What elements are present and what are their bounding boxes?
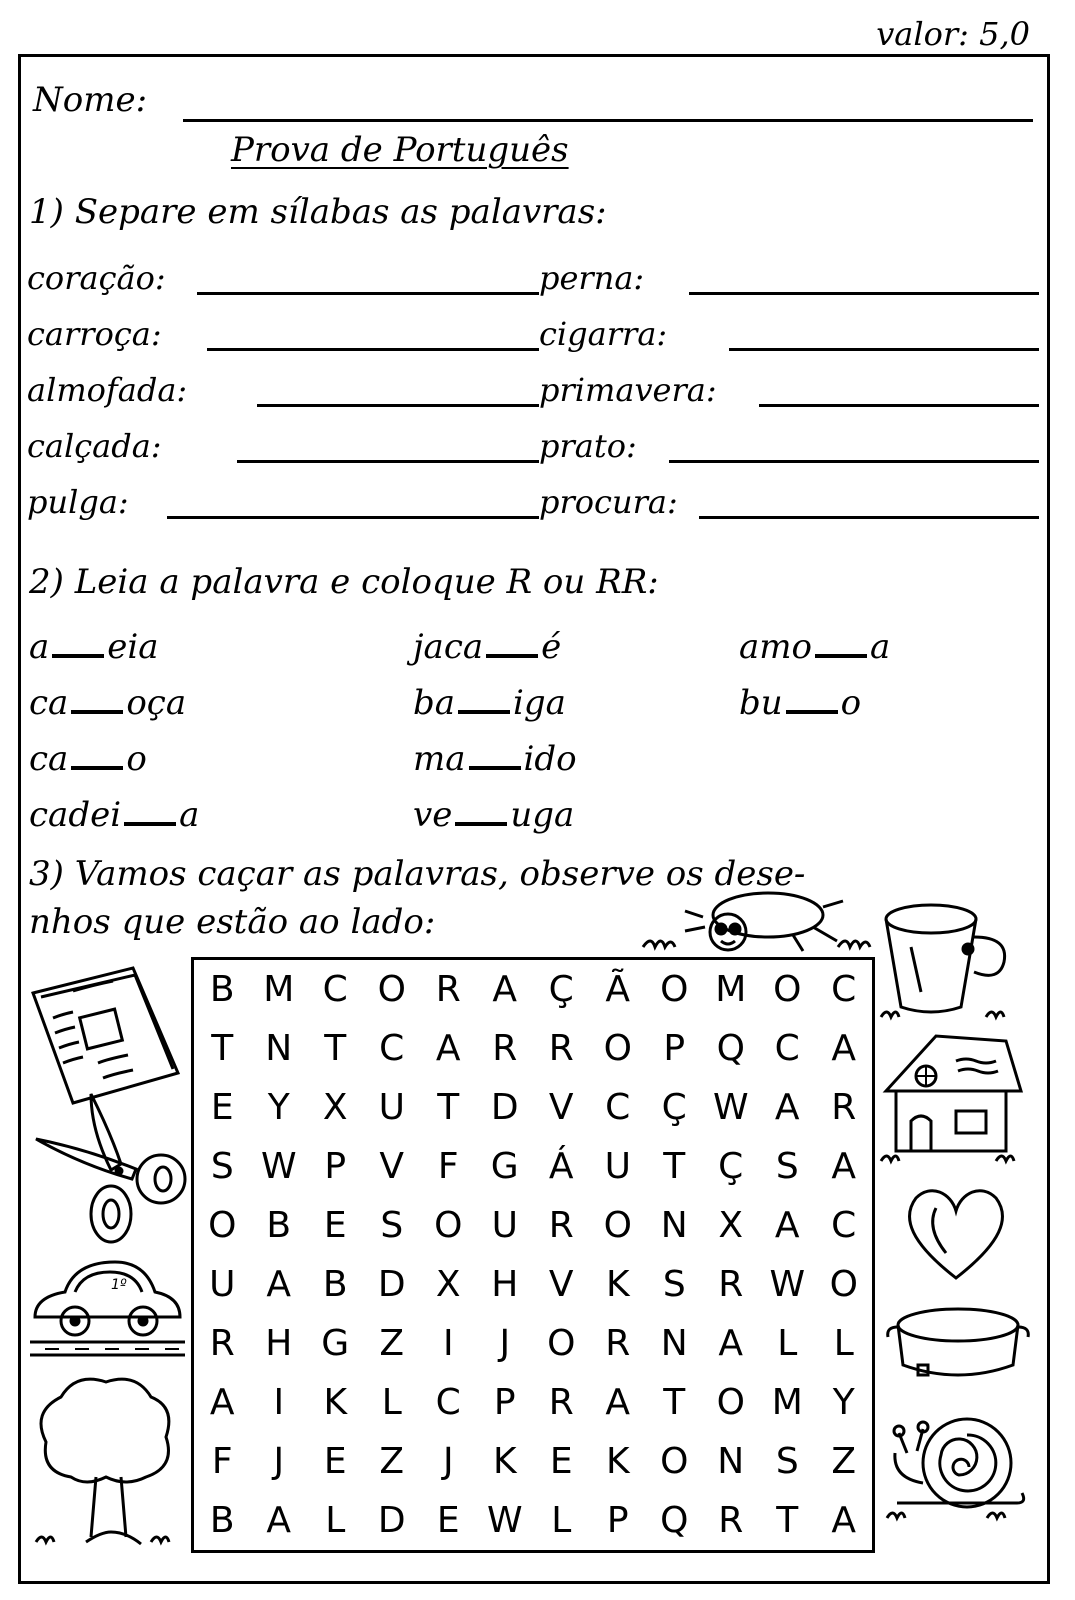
r-fill-item[interactable] [29,627,159,667]
grid-cell[interactable]: R [435,969,461,1010]
answer-line[interactable] [699,516,1039,519]
grid-cell[interactable]: O [716,1382,745,1423]
grid-cell[interactable]: T [663,1146,686,1187]
grid-cell[interactable]: O [660,969,689,1010]
word-end: a [869,627,891,667]
word-start: cadei [29,795,122,835]
name-field[interactable] [33,75,1033,125]
grid-cell[interactable]: L [833,1323,854,1364]
beetle-drawing-icon [633,887,883,957]
grid-cell[interactable]: A [831,1146,857,1187]
blank-slot[interactable] [786,690,838,714]
grid-cell[interactable]: C [435,1382,461,1423]
grid-cell[interactable]: E [210,1087,234,1128]
grid-cell[interactable]: R [605,1323,631,1364]
grid-cell[interactable]: N [717,1441,745,1482]
r-fill-item[interactable] [413,795,574,835]
grid-cell[interactable]: J [499,1323,511,1364]
basin-drawing-icon [883,1295,1033,1395]
grid-cell[interactable]: P [493,1382,516,1423]
grid-cell[interactable]: O [377,969,406,1010]
r-fill-item[interactable] [29,683,186,723]
grid-cell[interactable]: K [323,1382,348,1423]
snail-drawing-icon [877,1403,1037,1553]
grid-cell[interactable]: T [663,1382,686,1423]
syllable-row-left[interactable] [27,257,539,301]
blank-slot[interactable] [455,802,507,826]
word-label: coração: [27,259,166,297]
word-label: primavera: [539,371,717,409]
answer-line[interactable] [167,516,539,519]
grid-cell[interactable]: O [434,1205,463,1246]
r-fill-item[interactable] [739,683,861,723]
grid-cell[interactable]: A [492,969,518,1010]
grid-cell[interactable]: V [548,1087,574,1128]
grid-cell[interactable]: W [486,1500,523,1541]
word-end: a [179,795,200,835]
grid-cell[interactable]: S [380,1205,404,1246]
grid-cell[interactable]: B [209,969,235,1010]
grid-cell[interactable]: B [266,1205,292,1246]
grid-row [194,1491,872,1550]
grid-cell[interactable]: Y [832,1382,855,1423]
answer-line[interactable] [257,404,539,407]
grid-cell[interactable]: K [492,1441,517,1482]
syllable-row-right[interactable] [539,313,1039,357]
grid-cell[interactable]: W [260,1146,297,1187]
grid-cell[interactable]: C [774,1028,800,1069]
blank-slot[interactable] [469,746,521,770]
grid-cell[interactable]: Z [379,1441,405,1482]
grid-cell[interactable]: Á [548,1146,574,1187]
word-end: eia [107,627,159,667]
grid-cell[interactable]: C [605,1087,631,1128]
grid-cell[interactable]: R [718,1500,744,1541]
word-label: perna: [539,259,645,297]
word-search-grid[interactable] [191,957,875,1553]
r-fill-item[interactable] [413,627,561,667]
syllable-row-left[interactable] [27,369,539,413]
grid-cell[interactable]: T [776,1500,799,1541]
house-drawing-icon [876,1031,1026,1171]
grid-cell[interactable]: O [208,1205,237,1246]
grid-cell[interactable]: O [547,1323,576,1364]
grid-cell[interactable]: U [378,1087,405,1128]
score-value: valor: 5,0 [876,15,1030,53]
grid-row [194,1255,872,1314]
answer-line[interactable] [759,404,1039,407]
grid-cell[interactable]: H [265,1323,293,1364]
grid-cell[interactable]: O [829,1264,858,1305]
grid-cell[interactable]: J [273,1441,285,1482]
grid-row [194,1137,872,1196]
grid-cell[interactable]: V [379,1146,405,1187]
grid-cell[interactable]: C [322,969,348,1010]
grid-cell[interactable]: O [660,1441,689,1482]
grid-cell[interactable]: I [442,1323,454,1364]
tree-drawing-icon [31,1377,191,1557]
grid-cell[interactable]: C [379,1028,405,1069]
syllable-row-left[interactable] [27,313,539,357]
grid-cell[interactable]: C [831,1205,857,1246]
grid-row [194,1373,872,1432]
page-title: Prova de Português [231,130,569,170]
grid-cell[interactable]: K [605,1441,630,1482]
word-end: o [126,739,147,779]
grid-cell[interactable]: K [605,1264,630,1305]
word-end: é [541,627,562,667]
grid-row [194,960,872,1019]
word-end: o [840,683,862,723]
question-1-prompt: 1) Separe em sílabas as palavras: [29,192,607,232]
grid-cell[interactable]: U [209,1264,236,1305]
heart-drawing-icon [901,1183,1011,1283]
grid-cell[interactable]: F [437,1146,459,1187]
grid-cell[interactable]: S [775,1146,799,1187]
blank-slot[interactable] [458,690,510,714]
grid-cell[interactable]: B [209,1500,235,1541]
grid-cell[interactable]: Ç [661,1087,687,1128]
grid-cell[interactable]: L [381,1382,402,1423]
grid-cell[interactable]: H [491,1264,519,1305]
answer-line[interactable] [207,348,539,351]
grid-cell[interactable]: R [548,1028,574,1069]
syllable-row-right[interactable] [539,481,1039,525]
grid-cell[interactable]: L [551,1500,572,1541]
grid-cell[interactable]: O [603,1028,632,1069]
grid-cell[interactable]: M [715,969,747,1010]
grid-cell[interactable]: W [769,1264,806,1305]
scissors-drawing-icon [31,1089,191,1249]
grid-cell[interactable]: U [604,1146,631,1187]
grid-cell[interactable]: Z [831,1441,857,1482]
grid-cell[interactable]: A [831,1028,857,1069]
grid-cell[interactable]: T [211,1028,234,1069]
grid-cell[interactable]: L [325,1500,346,1541]
grid-cell[interactable]: F [211,1441,233,1482]
blank-slot[interactable] [71,690,123,714]
word-label: pulga: [27,483,129,521]
word-start: amo [739,627,812,667]
grid-cell[interactable]: A [209,1382,235,1423]
grid-cell[interactable]: R [718,1264,744,1305]
word-label: almofada: [27,371,188,409]
word-label: cigarra: [539,315,668,353]
blank-slot[interactable] [71,746,123,770]
grid-cell[interactable]: A [266,1500,292,1541]
grid-cell[interactable]: E [549,1441,573,1482]
word-label: calçada: [27,427,162,465]
answer-line[interactable] [669,460,1039,463]
word-label: prato: [539,427,637,465]
grid-cell[interactable]: X [322,1087,348,1128]
grid-cell[interactable]: Q [660,1500,689,1541]
question-3-prompt-line2: nhos que estão ao lado: [29,902,436,942]
word-start: bu [739,683,783,723]
grid-cell[interactable]: A [831,1500,857,1541]
grid-cell[interactable]: Y [267,1087,290,1128]
bucket-drawing-icon [876,897,1026,1027]
grid-cell[interactable]: D [377,1264,406,1305]
grid-cell[interactable]: G [321,1323,350,1364]
worksheet-frame [18,54,1050,1584]
grid-cell[interactable]: X [718,1205,744,1246]
grid-cell[interactable]: Q [716,1028,745,1069]
grid-row [194,1196,872,1255]
word-start: jaca [413,627,484,667]
grid-cell[interactable]: R [548,1382,574,1423]
syllable-row-right[interactable] [539,425,1039,469]
grid-cell[interactable]: U [491,1205,518,1246]
grid-cell[interactable]: G [490,1146,519,1187]
grid-cell[interactable]: N [660,1205,688,1246]
word-end: iga [513,683,566,723]
answer-line[interactable] [729,348,1039,351]
r-fill-item[interactable] [413,739,577,779]
question-2-prompt: 2) Leia a palavra e coloque R ou RR: [29,562,659,602]
grid-cell[interactable]: A [605,1382,631,1423]
syllable-row-right[interactable] [539,369,1039,413]
grid-cell[interactable]: Ã [605,969,631,1010]
word-end: oça [126,683,187,723]
answer-line[interactable] [197,292,539,295]
grid-row [194,1432,872,1491]
grid-cell[interactable]: I [273,1382,285,1423]
grid-cell[interactable]: O [773,969,802,1010]
word-label: carroça: [27,315,162,353]
r-fill-item[interactable] [29,739,147,779]
grid-cell[interactable]: P [324,1146,347,1187]
grid-cell[interactable]: A [774,1087,800,1128]
grid-cell[interactable]: R [548,1205,574,1246]
grid-cell[interactable]: B [322,1264,348,1305]
grid-cell[interactable]: R [831,1087,857,1128]
grid-cell[interactable]: J [442,1441,454,1482]
r-fill-item[interactable] [413,683,566,723]
answer-line[interactable] [689,292,1039,295]
blank-slot[interactable] [815,634,867,658]
grid-cell[interactable]: A [774,1205,800,1246]
grid-cell[interactable]: T [324,1028,347,1069]
syllable-row-left[interactable] [27,481,539,525]
word-start: ca [29,739,69,779]
word-start: ve [413,795,453,835]
grid-cell[interactable]: A [266,1264,292,1305]
syllable-row-left[interactable] [27,425,539,469]
grid-cell[interactable]: L [777,1323,798,1364]
grid-cell[interactable]: P [663,1028,686,1069]
grid-cell[interactable]: Ç [718,1146,744,1187]
grid-cell[interactable]: R [209,1323,235,1364]
grid-cell[interactable]: A [718,1323,744,1364]
name-label: Nome: [33,80,148,120]
word-start: ma [413,739,466,779]
grid-cell[interactable]: P [606,1500,629,1541]
word-start: a [29,627,50,667]
blank-slot[interactable] [486,634,538,658]
grid-cell[interactable]: N [660,1323,688,1364]
grid-cell[interactable]: T [437,1087,460,1128]
word-end: uga [510,795,575,835]
word-start: ca [29,683,69,723]
grid-cell[interactable]: D [490,1087,519,1128]
grid-cell[interactable]: O [603,1205,632,1246]
grid-cell[interactable]: A [435,1028,461,1069]
grid-cell[interactable]: E [436,1500,460,1541]
answer-line[interactable] [237,460,539,463]
word-end: ido [523,739,577,779]
car-drawing-icon [25,1247,190,1357]
grid-cell[interactable]: E [323,1205,347,1246]
word-start: ba [413,683,456,723]
grid-cell[interactable]: E [323,1441,347,1482]
blank-slot[interactable] [124,802,176,826]
question-3-prompt-line1: 3) Vamos caçar as palavras, observe os dese- [29,854,806,894]
r-fill-item[interactable] [739,627,890,667]
grid-row [194,1314,872,1373]
grid-cell[interactable]: V [548,1264,574,1305]
blank-slot[interactable] [52,634,104,658]
grid-cell[interactable]: S [662,1264,686,1305]
grid-cell[interactable]: M [771,1382,803,1423]
grid-cell[interactable]: S [210,1146,234,1187]
grid-cell[interactable]: D [377,1500,406,1541]
grid-cell[interactable]: N [265,1028,293,1069]
grid-cell[interactable]: Z [379,1323,405,1364]
name-answer-line[interactable] [183,119,1033,122]
grid-cell[interactable]: C [831,969,857,1010]
grid-cell[interactable]: W [712,1087,749,1128]
car-number-text: 1º [111,1277,127,1293]
syllable-row-right[interactable] [539,257,1039,301]
grid-cell[interactable]: Ç [548,969,574,1010]
word-label: procura: [539,483,678,521]
grid-cell[interactable]: S [775,1441,799,1482]
grid-row [194,1078,872,1137]
grid-row [194,1019,872,1078]
grid-cell[interactable]: R [492,1028,518,1069]
grid-cell[interactable]: M [263,969,295,1010]
r-fill-item[interactable] [29,795,199,835]
grid-cell[interactable]: X [435,1264,461,1305]
